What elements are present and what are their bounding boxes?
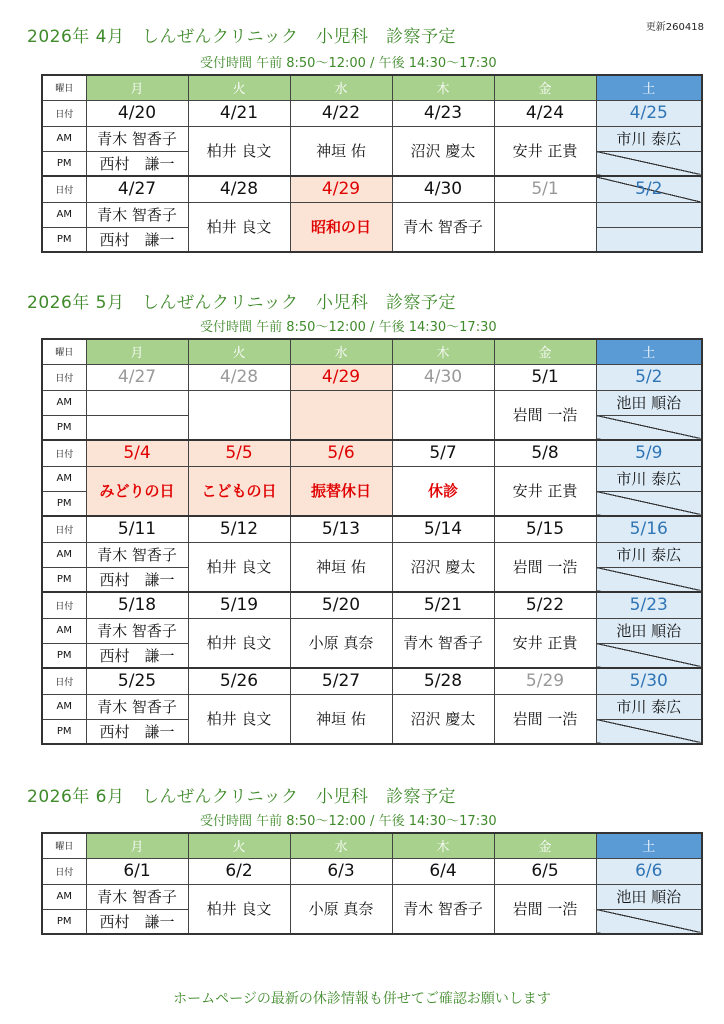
date-cell: 4/27 xyxy=(86,364,188,390)
doctor-cell: 岩間 一浩 xyxy=(494,884,596,934)
weekday-header-row xyxy=(42,75,702,100)
doctor-cell: 小原 真奈 xyxy=(290,618,392,668)
doctor-cell: 青木 智香子 xyxy=(86,542,188,567)
weekday-mon: 月 xyxy=(86,833,188,858)
date-cell: 4/27 xyxy=(86,176,188,202)
date-cell: 6/5 xyxy=(494,858,596,884)
weekday-header-row xyxy=(42,339,702,364)
date-cell: 6/2 xyxy=(188,858,290,884)
doctor-cell: 安井 正貴 xyxy=(494,466,596,516)
empty-cell xyxy=(86,415,188,440)
saturday-date-cell: 4/25 xyxy=(596,100,702,126)
am-label: AM xyxy=(42,884,86,909)
date-row xyxy=(42,858,702,884)
doctor-cell: 西村 謙一 xyxy=(86,151,188,176)
holiday-cell: みどりの日 xyxy=(86,466,188,516)
date-cell: 4/22 xyxy=(290,100,392,126)
am-label: AM xyxy=(42,390,86,415)
doctor-cell: 柏井 良文 xyxy=(188,542,290,592)
date-cell: 4/28 xyxy=(188,364,290,390)
date-cell: 4/30 xyxy=(392,176,494,202)
date-cell: 5/7 xyxy=(392,440,494,466)
weekday-tue: 火 xyxy=(188,339,290,364)
date-cell: 5/19 xyxy=(188,592,290,618)
doctor-cell: 西村 謙一 xyxy=(86,909,188,934)
date-cell: 5/14 xyxy=(392,516,494,542)
empty-cell xyxy=(494,202,596,252)
date-row xyxy=(42,668,702,694)
doctor-cell: 青木 智香子 xyxy=(86,126,188,151)
saturday-date-cell: 6/6 xyxy=(596,858,702,884)
doctor-cell: 岩間 一浩 xyxy=(494,694,596,744)
april-schedule-table xyxy=(41,74,703,253)
saturday-pm-closed xyxy=(596,909,702,934)
am-row xyxy=(42,542,702,567)
doctor-cell: 安井 正貴 xyxy=(494,618,596,668)
saturday-doctor-cell: 市川 泰広 xyxy=(596,126,702,151)
saturday-empty-cell xyxy=(596,202,702,227)
saturday-pm-closed xyxy=(596,643,702,668)
weekday-mon: 月 xyxy=(86,339,188,364)
date-cell: 5/27 xyxy=(290,668,392,694)
weekday-fri: 金 xyxy=(494,339,596,364)
date-cell: 5/8 xyxy=(494,440,596,466)
date-cell: 4/21 xyxy=(188,100,290,126)
date-label: 日付 xyxy=(42,592,86,618)
date-cell: 6/3 xyxy=(290,858,392,884)
am-row xyxy=(42,618,702,643)
date-row xyxy=(42,440,702,466)
date-cell: 5/12 xyxy=(188,516,290,542)
doctor-cell: 青木 智香子 xyxy=(86,202,188,227)
pm-label: PM xyxy=(42,719,86,744)
may-hours: 受付時間 午前 8:50～12:00 / 午後 14:30～17:30 xyxy=(200,320,497,335)
weekday-tue: 火 xyxy=(188,833,290,858)
weekday-mon: 月 xyxy=(86,75,188,100)
holiday-date-cell: 4/29 xyxy=(290,364,392,390)
doctor-cell: 神垣 佑 xyxy=(290,542,392,592)
saturday-doctor-cell: 池田 順治 xyxy=(596,884,702,909)
doctor-cell: 沼沢 慶太 xyxy=(392,694,494,744)
date-cell: 5/29 xyxy=(494,668,596,694)
date-cell: 4/23 xyxy=(392,100,494,126)
doctor-cell: 青木 智香子 xyxy=(86,884,188,909)
weekday-wed: 水 xyxy=(290,75,392,100)
date-row xyxy=(42,100,702,126)
date-cell: 5/18 xyxy=(86,592,188,618)
doctor-cell: 安井 正貴 xyxy=(494,126,596,176)
footer-notice: ホームページの最新の休診情報も併せてご確認お願いします xyxy=(173,991,551,1007)
saturday-date-cell: 5/2 xyxy=(596,364,702,390)
holiday-date-cell: 4/29 xyxy=(290,176,392,202)
holiday-empty-cell xyxy=(290,390,392,440)
doctor-cell: 柏井 良文 xyxy=(188,618,290,668)
june-title: 2026年 6月 しんぜんクリニック 小児科 診察予定 xyxy=(27,787,456,807)
closed-cell: 休診 xyxy=(392,466,494,516)
empty-cell xyxy=(86,390,188,415)
weekday-sat: 土 xyxy=(596,339,702,364)
saturday-date-cell: 5/9 xyxy=(596,440,702,466)
weekday-wed: 水 xyxy=(290,833,392,858)
date-label: 日付 xyxy=(42,516,86,542)
date-row xyxy=(42,592,702,618)
date-label: 日付 xyxy=(42,668,86,694)
date-row xyxy=(42,364,702,390)
date-cell: 4/20 xyxy=(86,100,188,126)
saturday-pm-closed xyxy=(596,415,702,440)
am-row xyxy=(42,202,702,227)
saturday-date-cell: 5/23 xyxy=(596,592,702,618)
date-cell: 5/28 xyxy=(392,668,494,694)
weekday-thu: 木 xyxy=(392,75,494,100)
holiday-date-cell: 5/6 xyxy=(290,440,392,466)
june-hours: 受付時間 午前 8:50～12:00 / 午後 14:30～17:30 xyxy=(200,814,497,829)
am-label: AM xyxy=(42,542,86,567)
weekday-thu: 木 xyxy=(392,339,494,364)
weekday-wed: 水 xyxy=(290,339,392,364)
doctor-cell: 青木 智香子 xyxy=(392,618,494,668)
saturday-doctor-cell: 市川 泰広 xyxy=(596,542,702,567)
weekday-sat: 土 xyxy=(596,833,702,858)
doctor-cell: 沼沢 慶太 xyxy=(392,542,494,592)
may-schedule-table xyxy=(41,338,703,745)
weekday-tue: 火 xyxy=(188,75,290,100)
date-cell: 5/1 xyxy=(494,364,596,390)
june-schedule-table xyxy=(41,832,703,935)
saturday-doctor-cell: 池田 順治 xyxy=(596,390,702,415)
date-label: 日付 xyxy=(42,176,86,202)
doctor-cell: 小原 真奈 xyxy=(290,884,392,934)
date-cell: 4/28 xyxy=(188,176,290,202)
date-cell: 5/15 xyxy=(494,516,596,542)
saturday-doctor-cell: 市川 泰広 xyxy=(596,694,702,719)
holiday-date-cell: 5/4 xyxy=(86,440,188,466)
am-row xyxy=(42,694,702,719)
weekday-thu: 木 xyxy=(392,833,494,858)
pm-label: PM xyxy=(42,909,86,934)
saturday-empty-cell xyxy=(596,227,702,252)
saturday-date-cell: 5/16 xyxy=(596,516,702,542)
weekday-label: 曜日 xyxy=(42,339,86,364)
saturday-date-cell: 5/30 xyxy=(596,668,702,694)
date-cell: 5/25 xyxy=(86,668,188,694)
am-row xyxy=(42,466,702,491)
date-label: 日付 xyxy=(42,858,86,884)
doctor-cell: 神垣 佑 xyxy=(290,126,392,176)
date-label: 日付 xyxy=(42,364,86,390)
weekday-fri: 金 xyxy=(494,833,596,858)
may-title: 2026年 5月 しんぜんクリニック 小児科 診察予定 xyxy=(27,293,456,313)
weekday-sat: 土 xyxy=(596,75,702,100)
doctor-cell: 岩間 一浩 xyxy=(494,390,596,440)
doctor-cell: 岩間 一浩 xyxy=(494,542,596,592)
weekday-header-row xyxy=(42,833,702,858)
april-hours: 受付時間 午前 8:50～12:00 / 午後 14:30～17:30 xyxy=(200,56,497,71)
doctor-cell: 青木 智香子 xyxy=(86,618,188,643)
date-cell: 5/1 xyxy=(494,176,596,202)
doctor-cell: 柏井 良文 xyxy=(188,884,290,934)
holiday-cell: こどもの日 xyxy=(188,466,290,516)
weekday-fri: 金 xyxy=(494,75,596,100)
doctor-cell: 青木 智香子 xyxy=(392,202,494,252)
saturday-doctor-cell: 市川 泰広 xyxy=(596,466,702,491)
saturday-pm-closed xyxy=(596,567,702,592)
am-label: AM xyxy=(42,126,86,151)
pm-label: PM xyxy=(42,151,86,176)
pm-label: PM xyxy=(42,643,86,668)
date-cell: 5/13 xyxy=(290,516,392,542)
am-label: AM xyxy=(42,202,86,227)
date-cell: 5/20 xyxy=(290,592,392,618)
saturday-pm-closed xyxy=(596,491,702,516)
am-row xyxy=(42,884,702,909)
date-cell: 5/26 xyxy=(188,668,290,694)
weekday-label: 曜日 xyxy=(42,75,86,100)
am-label: AM xyxy=(42,618,86,643)
doctor-cell: 西村 謙一 xyxy=(86,643,188,668)
saturday-pm-closed xyxy=(596,719,702,744)
pm-label: PM xyxy=(42,491,86,516)
weekday-label: 曜日 xyxy=(42,833,86,858)
saturday-date-cell: 5/2 xyxy=(596,176,702,202)
holiday-cell: 昭和の日 xyxy=(290,202,392,252)
date-cell: 5/11 xyxy=(86,516,188,542)
date-cell: 4/30 xyxy=(392,364,494,390)
doctor-cell: 沼沢 慶太 xyxy=(392,126,494,176)
date-label: 日付 xyxy=(42,100,86,126)
date-row xyxy=(42,176,702,202)
date-cell: 4/24 xyxy=(494,100,596,126)
date-cell: 5/21 xyxy=(392,592,494,618)
date-row xyxy=(42,516,702,542)
doctor-cell: 西村 謙一 xyxy=(86,567,188,592)
saturday-doctor-cell: 池田 順治 xyxy=(596,618,702,643)
doctor-cell: 柏井 良文 xyxy=(188,694,290,744)
empty-cell xyxy=(392,390,494,440)
date-cell: 5/22 xyxy=(494,592,596,618)
date-label: 日付 xyxy=(42,440,86,466)
date-cell: 6/4 xyxy=(392,858,494,884)
doctor-cell: 青木 智香子 xyxy=(86,694,188,719)
pm-label: PM xyxy=(42,227,86,252)
doctor-cell: 青木 智香子 xyxy=(392,884,494,934)
doctor-cell: 柏井 良文 xyxy=(188,126,290,176)
doctor-cell: 神垣 佑 xyxy=(290,694,392,744)
empty-cell xyxy=(188,390,290,440)
holiday-date-cell: 5/5 xyxy=(188,440,290,466)
doctor-cell: 西村 謙一 xyxy=(86,227,188,252)
update-stamp: 更新260418 xyxy=(645,22,704,33)
doctor-cell: 柏井 良文 xyxy=(188,202,290,252)
am-label: AM xyxy=(42,694,86,719)
pm-label: PM xyxy=(42,567,86,592)
date-cell: 6/1 xyxy=(86,858,188,884)
april-title: 2026年 4月 しんぜんクリニック 小児科 診察予定 xyxy=(27,27,456,47)
holiday-cell: 振替休日 xyxy=(290,466,392,516)
am-row xyxy=(42,390,702,415)
am-label: AM xyxy=(42,466,86,491)
doctor-cell: 西村 謙一 xyxy=(86,719,188,744)
am-row xyxy=(42,126,702,151)
saturday-pm-closed xyxy=(596,151,702,176)
pm-label: PM xyxy=(42,415,86,440)
